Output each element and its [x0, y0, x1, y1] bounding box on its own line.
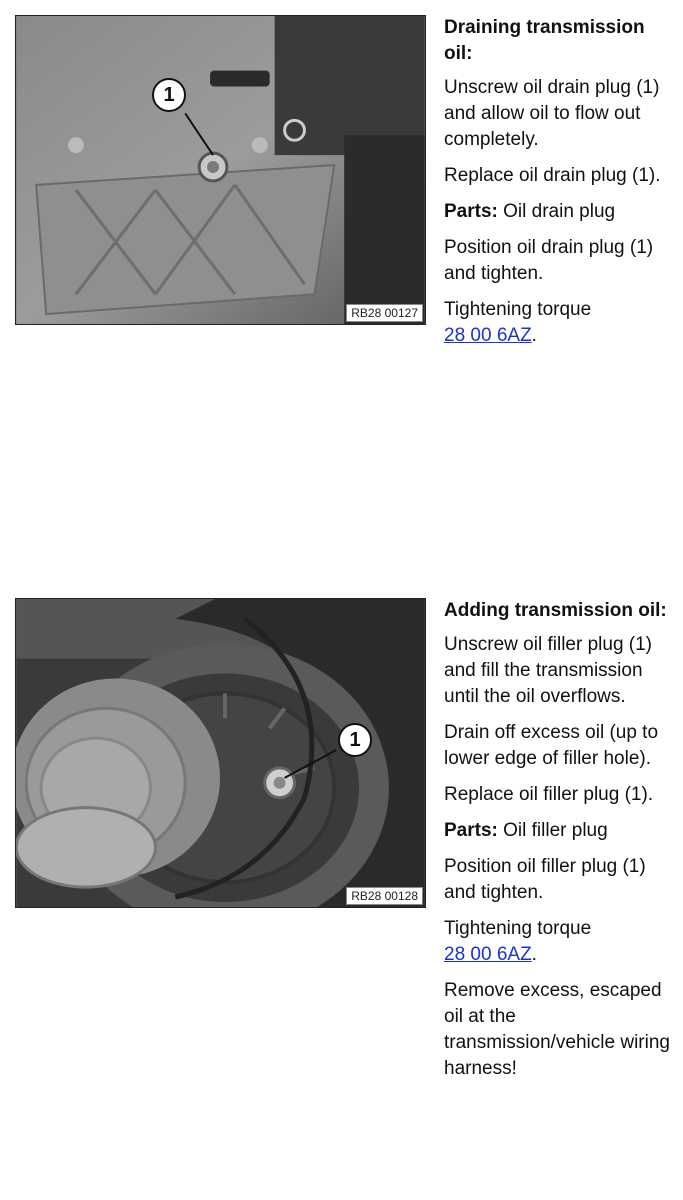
step-text: Position oil filler plug (1) and tighten. — [444, 856, 646, 903]
callout-number: 1 — [338, 723, 372, 757]
parts-line — [444, 199, 674, 225]
section-title: Adding transmission oil: — [444, 600, 667, 621]
torque-end: . — [531, 944, 537, 965]
warning-text: Remove excess, escaped oil at the transmission/vehicle wiring harness! — [444, 980, 670, 1079]
torque-text: Tightening torque — [444, 918, 592, 939]
step-text: Replace oil drain plug (1). — [444, 165, 661, 186]
figure-label: RB28 00128 — [346, 887, 423, 905]
torque-text: Tightening torque — [444, 299, 592, 320]
section-title: Draining transmission oil: — [444, 17, 645, 64]
torque-end: . — [531, 325, 537, 346]
parts-value: Oil drain plug — [503, 201, 616, 222]
section-draining — [444, 15, 674, 359]
step-text: Drain off excess oil (up to lower edge of filler hole). — [444, 722, 659, 769]
step-text: Replace oil filler plug (1). — [444, 784, 654, 805]
figure-filler-plug — [15, 598, 426, 908]
step-text: Unscrew oil filler plug (1) and fill the transmission until the oil overflows. — [444, 634, 653, 707]
parts-label: Parts: — [444, 201, 498, 222]
parts-line — [444, 818, 674, 844]
figure-drain-plug — [15, 15, 426, 325]
torque-link[interactable]: 28 00 6AZ — [444, 325, 532, 346]
step-text: Unscrew oil drain plug (1) and allow oil to flow out completely. — [444, 77, 660, 150]
parts-label: Parts: — [444, 820, 498, 841]
torque-line — [444, 297, 674, 349]
figure-label: RB28 00127 — [346, 304, 423, 322]
torque-link[interactable]: 28 00 6AZ — [444, 944, 532, 965]
torque-line — [444, 916, 674, 968]
step-text: Position oil drain plug (1) and tighten. — [444, 237, 654, 284]
section-adding — [444, 598, 674, 1092]
transmission-photo-1 — [16, 16, 425, 324]
callout-number: 1 — [152, 78, 186, 112]
parts-value: Oil filler plug — [503, 820, 608, 841]
